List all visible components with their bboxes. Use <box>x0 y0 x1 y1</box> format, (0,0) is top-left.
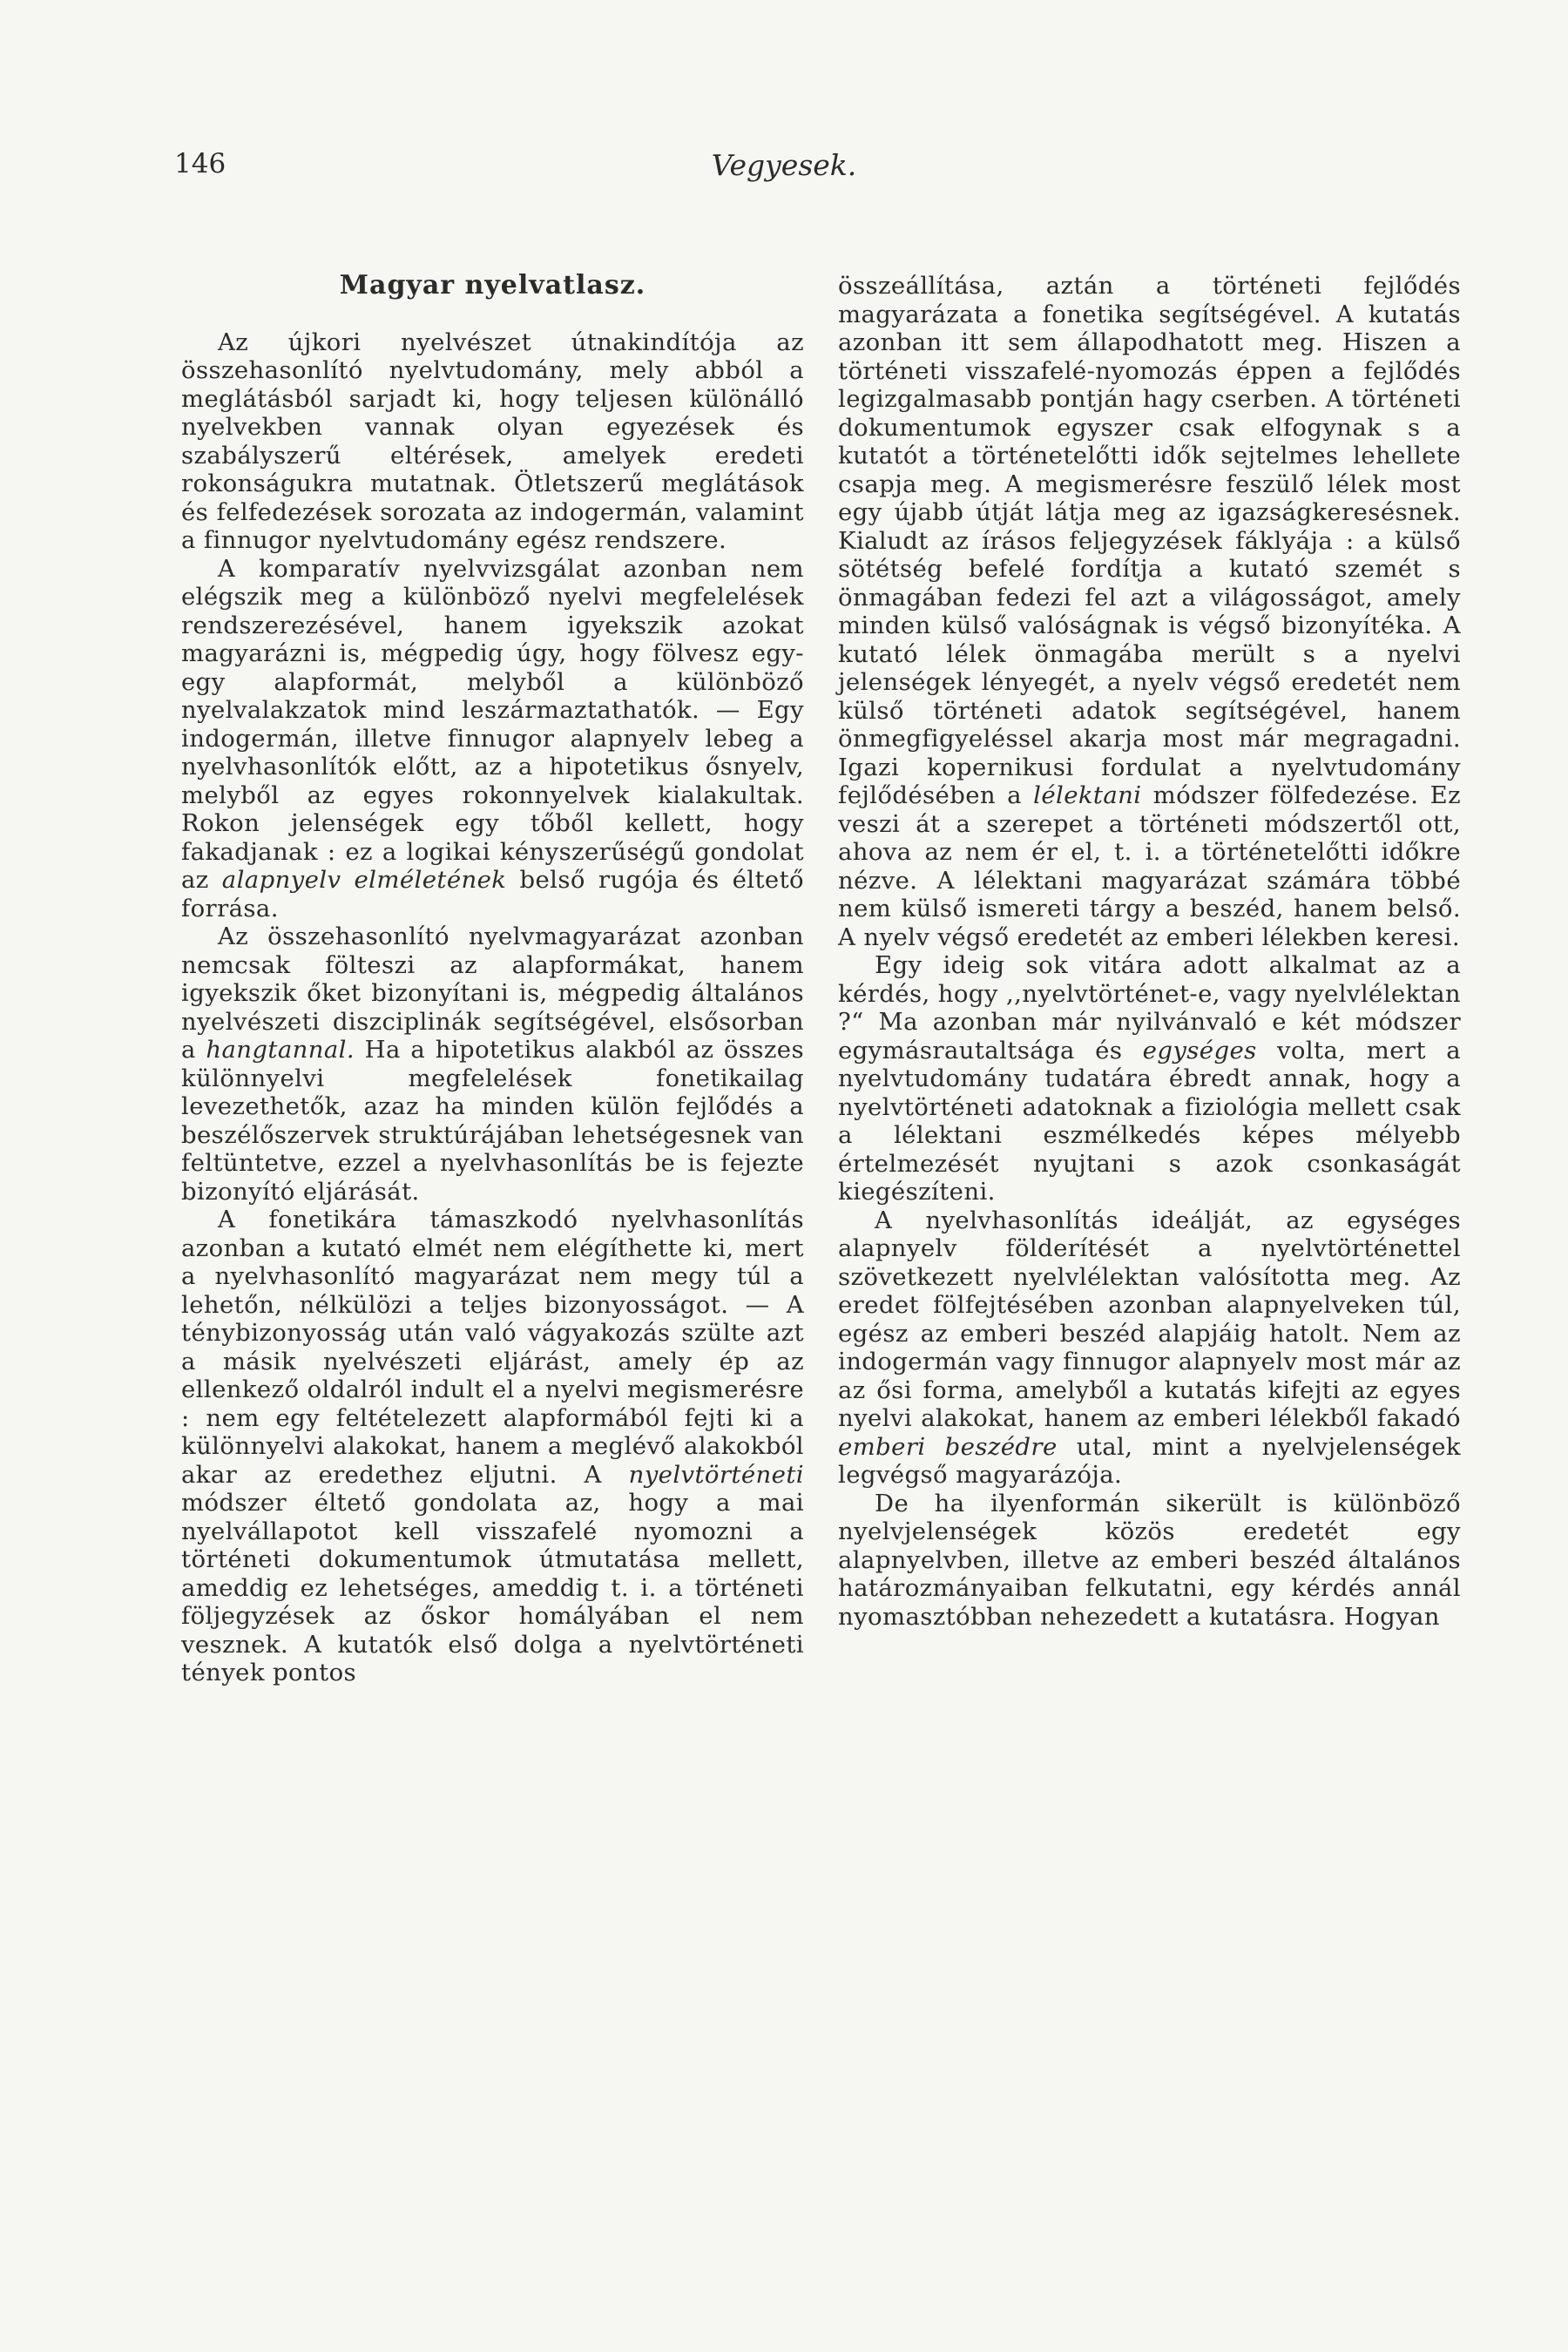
page-number: 146 <box>174 148 226 179</box>
emphasis: egységes <box>1142 1036 1257 1064</box>
right-column <box>838 272 1461 1631</box>
paragraph: A komparatív nyelvvizsgálat azonban nem elégszik meg a különböző nyelvi megfelelések rendszerezésével, hanem igyekszik azokat magyarázni is, mégpedig úgy, hogy fölvesz egy-egy alapformát, melyből a különböző nyelvalakzatok mind leszármaztathatók. — Egy indogermán, illetve finnugor alapnyelv lebeg a nyelvhasonlítók előtt, az a hipotetikus ősnyelv, melyből az egyes rokonnyelvek kialakultak. Rokon jelenségek egy tőből kellett, hogy fakadjanak : ez a logikai kényszerűségű gondolat az alapnyelv elméletének belső rugója és éltető forrása. <box>181 554 804 923</box>
paragraph: Az összehasonlító nyelvmagyarázat azonban nemcsak fölteszi az alapformákat, hanem igyekszik őket bizonyítani is, mégpedig általános nyelvészeti diszciplinák segítségével, elsősorban a hangtannal. Ha a hipotetikus alakból az összes különnyelvi megfelelések fonetikailag levezethetők, azaz ha minden külön fejlődés a beszélőszervek struktúrájában lehetségesnek van feltüntetve, ezzel a nyelvhasonlítás be is fejezte bizonyító eljárását. <box>181 923 804 1206</box>
emphasis: lélektani <box>1033 781 1142 809</box>
paragraph: Egy ideig sok vitára adott alkalmat az a kérdés, hogy ,,nyelvtörténet-e, vagy nyelvlélektan ?“ Ma azonban már nyilvánvaló e két módszer egymásrautaltsága és egységes volta, mert a nyelvtudomány tudatára ébredt annak, hogy a nyelvtörténeti adatoknak a fiziológia mellett csak a lélektani eszmélkedés képes mélyebb értelmezését nyujtani s azok csonkaságát kiegészíteni. <box>838 951 1461 1206</box>
paragraph: összeállítása, aztán a történeti fejlődés magyarázata a fonetika segítségével. A kutatás azonban itt sem állapodhatott meg. Hiszen a történeti visszafelé-nyomozás éppen a fejlődés legizgalmasabb pontján hagy cserben. A történeti dokumentumok egyszer csak elfogynak s a kutatót a történetelőtti idők sejtelmes lehellete csapja meg. A megismerésre feszülő lélek most egy újabb útját látja meg az igazságkeresésnek. Kialudt az írásos feljegyzések fáklyája : a külső sötétség befelé fordítja a kutató szemét s önmagában fedezi fel azt a világosságot, amely minden külső valóságnak is végső bizonyítéka. A kutató lélek önmagába merült s a nyelvi jelenségek lényegét, a nyelv végső eredetét nem külső történeti adatok segítségével, hanem önmegfigyeléssel akarja most már megragadni. Igazi kopernikusi fordulat a nyelvtudomány fejlődésében a lélektani módszer fölfedezése. Ez veszi át a szerepet a történeti módszertől ott, ahova az nem ér el, t. i. a történetelőtti időkre nézve. A lélektani magyarázat számára többé nem külső ismereti tárgy a beszéd, hanem belső. A nyelv végső eredetét az emberi lélekben keresi. <box>838 272 1461 951</box>
emphasis: emberi beszédre <box>838 1432 1058 1461</box>
left-column <box>181 272 804 1687</box>
paragraph: De ha ilyenformán sikerült is különböző nyelvjelenségek közös eredetét egy alapnyelvben, illetve az emberi beszéd általános határozmányaiban felkutatni, egy kérdés annál nyomasztóbban nehezedett a kutatásra. Hogyan <box>838 1489 1461 1631</box>
emphasis: nyelvtörténeti <box>628 1460 804 1489</box>
running-title: Vegyesek. <box>711 148 857 182</box>
paragraph: A fonetikára támaszkodó nyelvhasonlítás azonban a kutató elmét nem elégíthette ki, mert a nyelvhasonlító magyarázat nem megy túl a lehetőn, nélkülözi a teljes bizonyosságot. — A ténybizonyosság után való vágyakozás szülte azt a másik nyelvészeti eljárást, amely ép az ellenkező oldalról indult el a nyelvi megismerésre : nem egy feltételezett alapformából fejti ki a különnyelvi alakokat, hanem a meglévő alakokból akar az eredethez eljutni. A nyelvtörténeti módszer éltető gondolata az, hogy a mai nyelvállapotot kell visszafelé nyomozni a történeti dokumentumok útmutatása mellett, ameddig ez lehetséges, ameddig t. i. a történeti följegyzések az őskor homályában el nem vesznek. A kutatók első dolga a nyelvtörténeti tények pontos <box>181 1206 804 1686</box>
article-title: Magyar nyelvatlasz. <box>339 270 646 301</box>
emphasis: alapnyelv elméletének <box>221 866 507 894</box>
paragraph: Az újkori nyelvészet útnakindítója az összehasonlító nyelvtudomány, mely abból a meglátásból sarjadt ki, hogy teljesen különálló nyelvekben vannak olyan egyezések és szabályszerű eltérések, amelyek eredeti rokonságukra mutatnak. Ötletszerű meglátások és felfedezések sorozata az indogermán, valamint a finnugor nyelvtudomány egész rendszere. <box>181 328 804 554</box>
paragraph: A nyelvhasonlítás ideálját, az egységes alapnyelv földerítését a nyelvtörténettel szövetkezett nyelvlélektan valósította meg. Az eredet fölfejtésében azonban alapnyelveken túl, egész az emberi beszéd alapjáig hatolt. Nem az indogermán vagy finnugor alapnyelv most már az az ősi forma, amelyből a kutatás kifejti az egyes nyelvi alakokat, hanem az emberi lélekből fakadó emberi beszédre utal, mint a nyelvjelenségek legvégső magyarázója. <box>838 1206 1461 1489</box>
emphasis: hangtannal. <box>206 1036 355 1064</box>
